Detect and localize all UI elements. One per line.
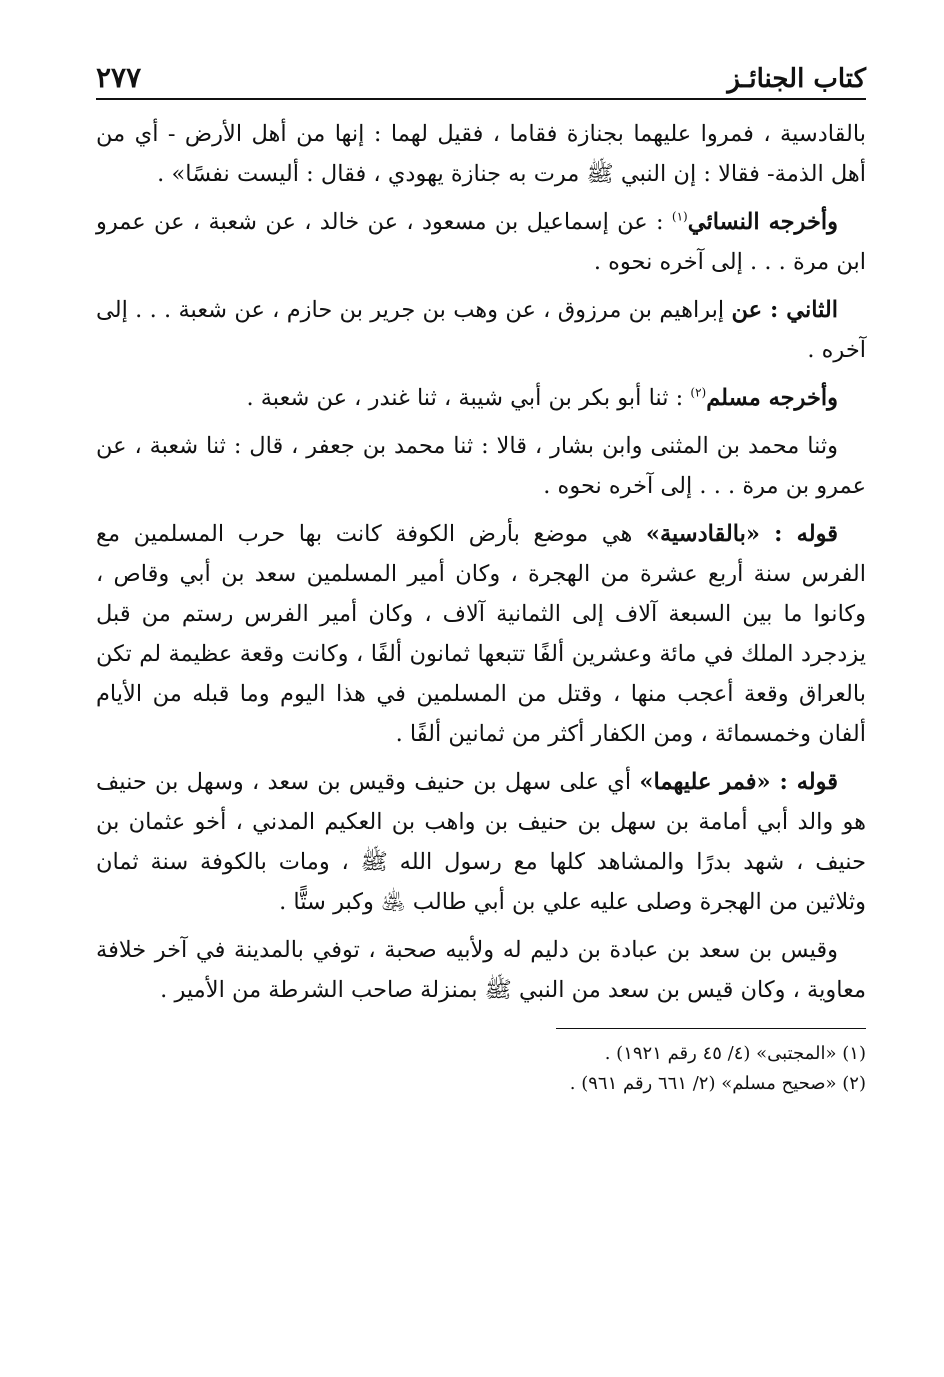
document-page — [96, 52, 866, 1099]
paragraph-8: وقيس بن سعد بن عبادة بن دليم له ولأبيه صحبة ، توفي بالمدينة في آخر خلافة معاوية ، وكان قيس بن سعد من النبي ﷺ بمنزلة صاحب الشرطة من الأمير . — [96, 937, 866, 1003]
footnote-ref-1: (١) — [671, 209, 688, 224]
footnote-1: (١) «المجتبى» (٤/ ٤٥ رقم ١٩٢١) . — [604, 1043, 866, 1064]
paragraph-7: قوله : «فمر عليهما» أي على سهل بن حنيف وقيس بن سعد ، وسهل بن حنيف هو والد أبي أمامة بن سهل بن حنيف بن واهب بن العكيم المدني ، أخو عثمان بن حنيف ، شهد بدرًا والمشاهد كلها مع رسول الله ﷺ ، ومات بالكوفة سنة ثمان وثلاثين من الهجرة وصلى عليه علي بن أبي طالب ﵁ وكبر ستًّا . — [96, 769, 866, 915]
footnote-divider — [556, 1028, 866, 1029]
paragraph-5: وثنا محمد بن المثنى وابن بشار ، قالا : ثنا محمد بن جعفر ، قال : ثنا شعبة ، عن عمرو بن مرة . . . إلى آخره نحوه . — [96, 433, 866, 499]
body-text — [96, 114, 866, 1010]
footnote-ref-2: (٢) — [690, 385, 707, 400]
page-number: ٢٧٧ — [96, 61, 142, 94]
paragraph-6: قوله : «بالقادسية» هي موضع بأرض الكوفة كانت بها حرب المسلمين مع الفرس سنة أربع عشرة من الهجرة ، وكان أمير المسلمين سعد بن أبي وقاص ، وكانوا ما بين السبعة آلاف إلى الثمانية آلاف ، وكان أمير الفرس رستم من قبل يزدجرد الملك في مائة وعشرين ألفًا تتبعها ثمانون ألفًا ، وكانت وقعة عظيمة لم تكن بالعراق وقعة أعجب منها ، وقتل من المسلمين في هذا اليوم وما قبله من الأيام ألفان وخمسمائة ، ومن الكفار أكثر من ثمانين ألفًا . — [96, 521, 866, 747]
footnotes — [96, 1039, 866, 1099]
book-title: كتاب الجنائـز — [727, 64, 866, 94]
paragraph-4: وأخرجه مسلم$^{(٢)}$ : ثنا أبو بكر بن أبي شيبة ، ثنا غندر ، عن شعبة . — [246, 385, 838, 411]
running-header — [96, 52, 866, 100]
paragraph-2: وأخرجه النسائي$^{(١)}$ : عن إسماعيل بن مسعود ، عن خالد ، عن شعبة ، عن عمرو ابن مرة . . . إلى آخره نحوه . — [96, 209, 866, 275]
paragraph-1: بالقادسية ، فمروا عليهما بجنازة فقاما ، فقيل لهما : إنها من أهل الأرض - أي من أهل الذمة- فقالا : إن النبي ﷺ مرت به جنازة يهودي ، فقال : أليست نفسًا» . — [96, 121, 866, 187]
paragraph-3: الثاني : عن إبراهيم بن مرزوق ، عن وهب بن جرير بن حازم ، عن شعبة . . . إلى آخره . — [96, 297, 866, 363]
footnote-2: (٢) «صحيح مسلم» (٢/ ٦٦١ رقم ٩٦١) . — [569, 1073, 866, 1094]
